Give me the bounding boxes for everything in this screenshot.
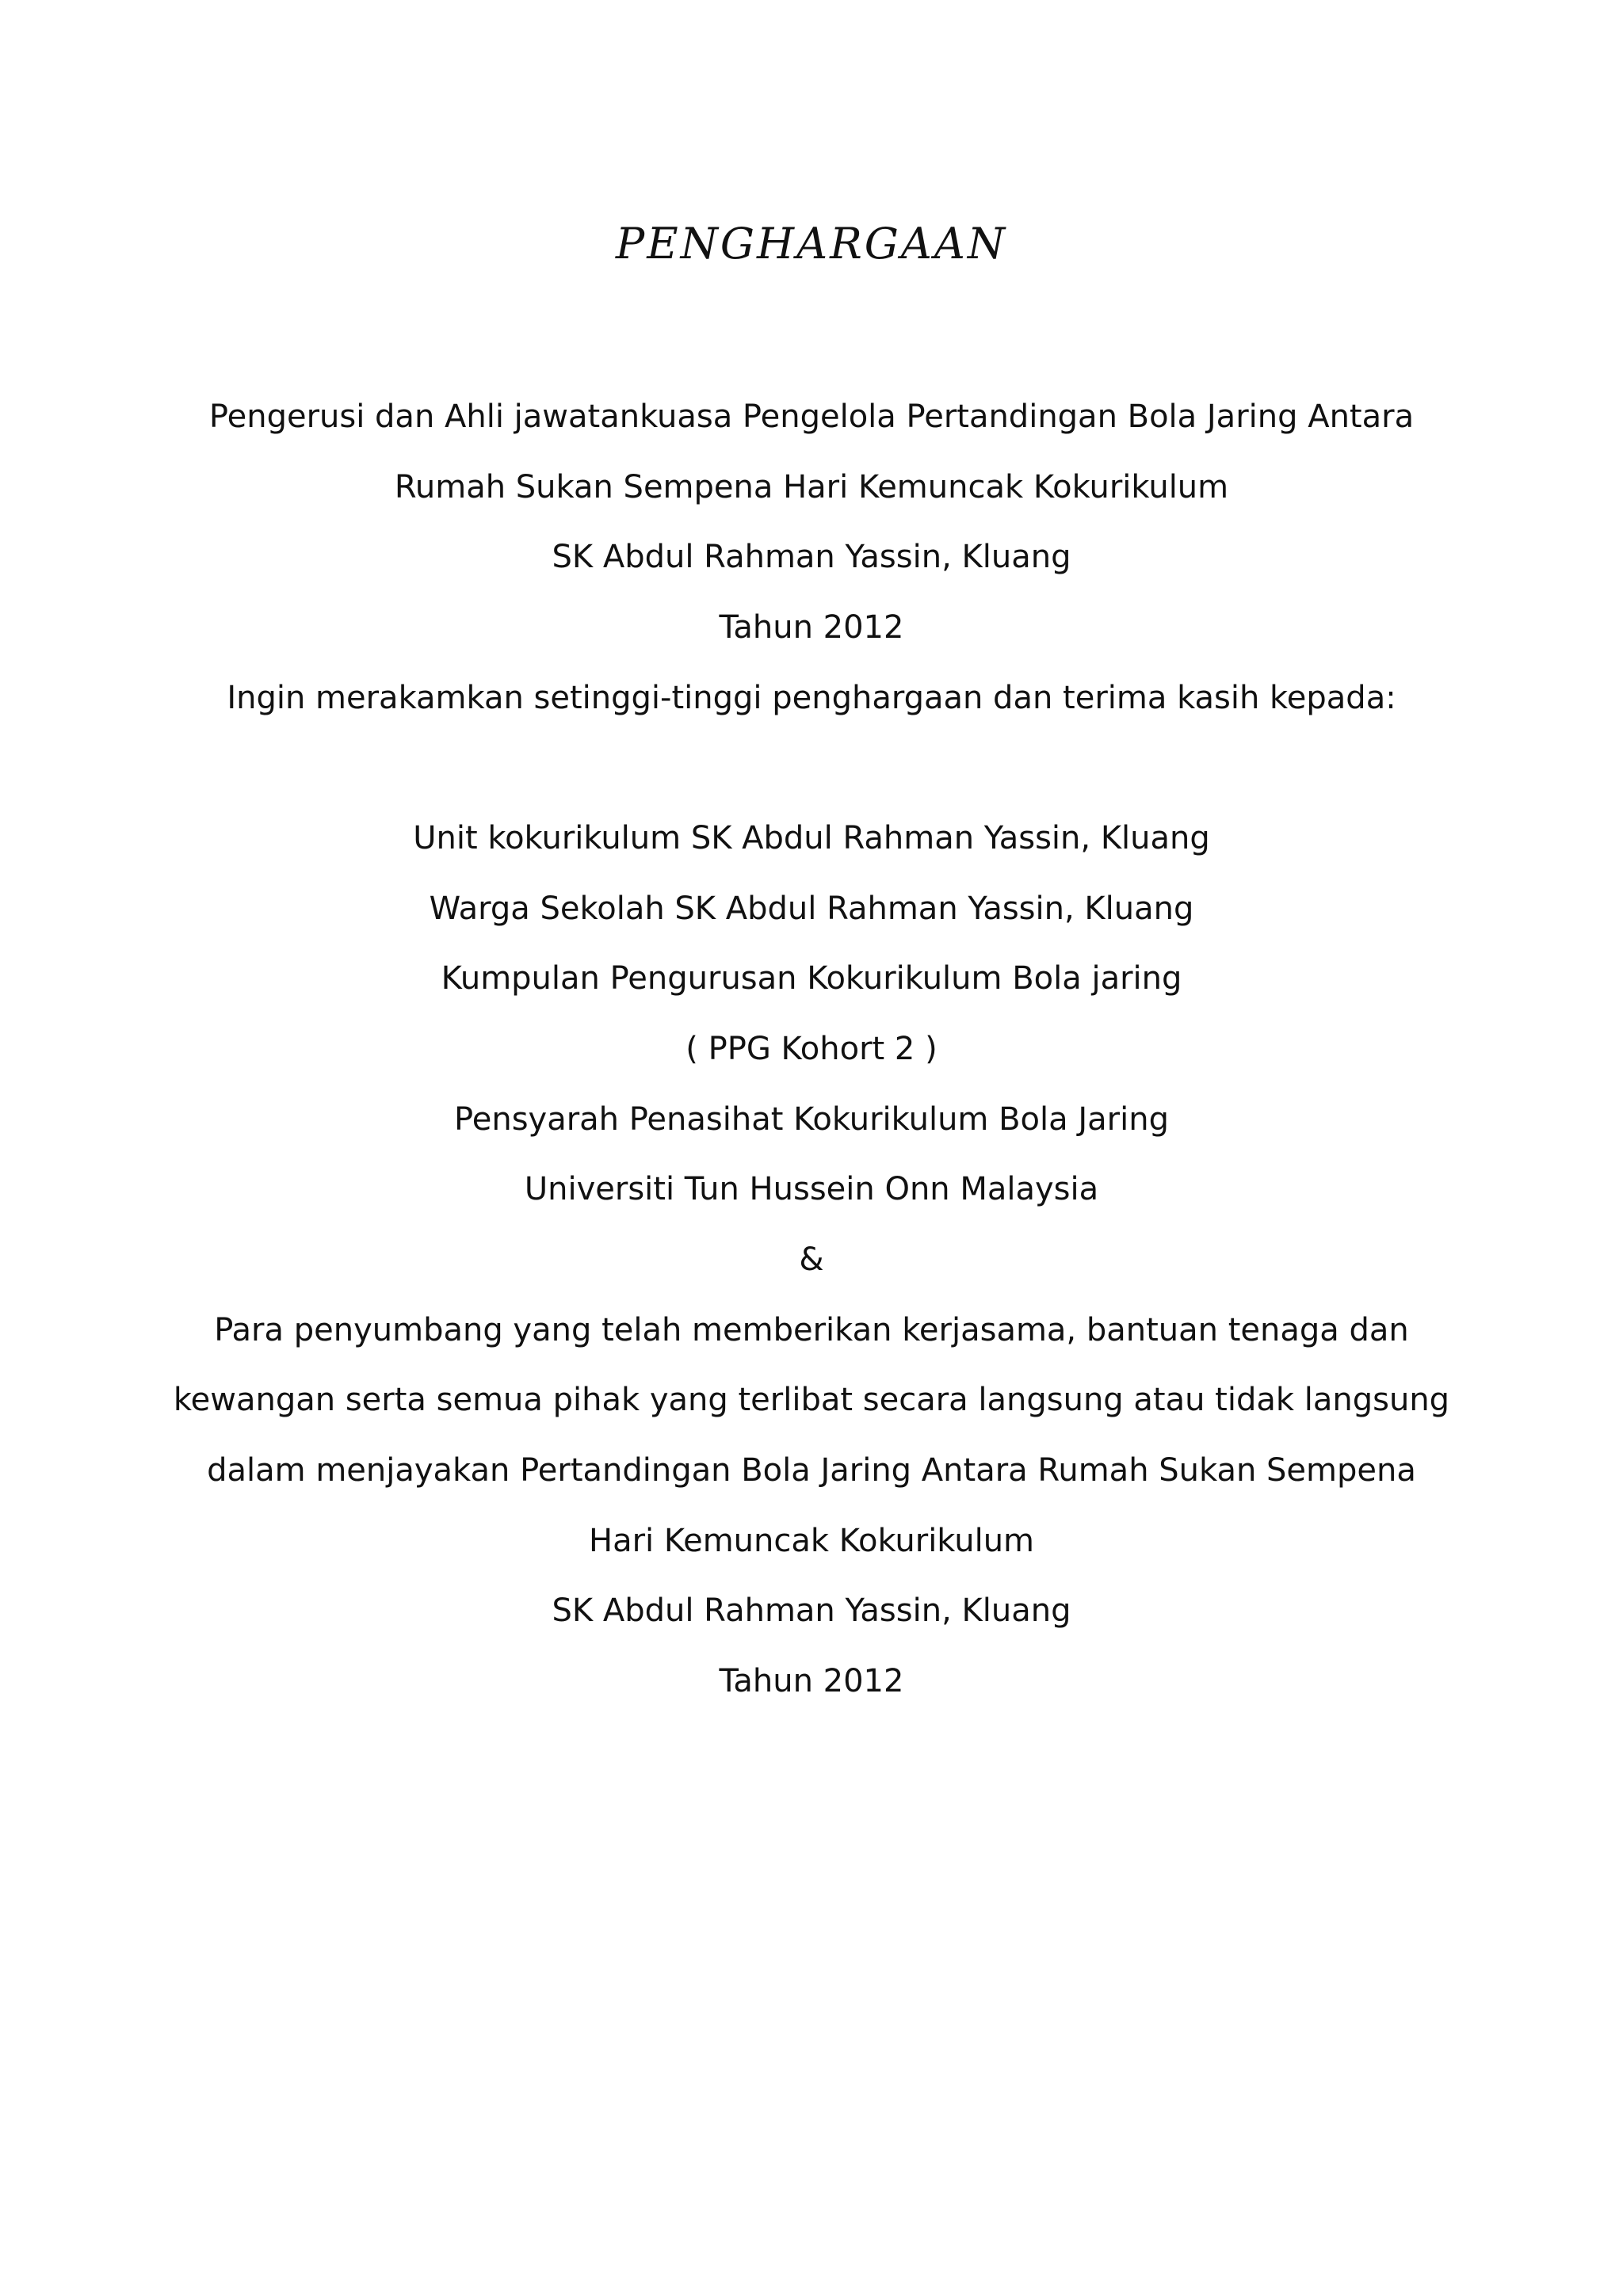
- recipient-line: Warga Sekolah SK Abdul Rahman Yassin, Kluang: [429, 891, 1194, 927]
- closing-line: kewangan serta semua pihak yang terlibat secara langsung atau tidak langsung: [173, 1382, 1450, 1418]
- intro-line: Tahun 2012: [719, 609, 904, 646]
- ampersand: &: [799, 1241, 824, 1278]
- page-title: PENGHARGAAN: [615, 219, 1008, 269]
- recipient-line: Pensyarah Penasihat Kokurikulum Bola Jaring: [454, 1101, 1169, 1138]
- closing-line: SK Abdul Rahman Yassin, Kluang: [552, 1592, 1071, 1629]
- closing-line: Hari Kemuncak Kokurikulum: [588, 1523, 1035, 1559]
- recipient-line: ( PPG Kohort 2 ): [685, 1031, 938, 1067]
- closing-line: Tahun 2012: [719, 1663, 904, 1699]
- intro-line: SK Abdul Rahman Yassin, Kluang: [552, 539, 1071, 575]
- recipient-line: Universiti Tun Hussein Onn Malaysia: [524, 1171, 1099, 1207]
- intro-line: Ingin merakamkan setinggi-tinggi penghargaan dan terima kasih kepada:: [227, 680, 1396, 716]
- intro-line: Rumah Sukan Sempena Hari Kemuncak Kokurikulum: [394, 469, 1229, 505]
- closing-line: dalam menjayakan Pertandingan Bola Jaring Antara Rumah Sukan Sempena: [207, 1452, 1416, 1489]
- closing-line: Para penyumbang yang telah memberikan kerjasama, bantuan tenaga dan: [214, 1312, 1409, 1348]
- intro-line: Pengerusi dan Ahli jawatankuasa Pengelola Pertandingan Bola Jaring Antara: [208, 399, 1415, 435]
- recipient-line: Unit kokurikulum SK Abdul Rahman Yassin, Kluang: [413, 820, 1210, 856]
- recipient-line: Kumpulan Pengurusan Kokurikulum Bola jaring: [441, 960, 1182, 997]
